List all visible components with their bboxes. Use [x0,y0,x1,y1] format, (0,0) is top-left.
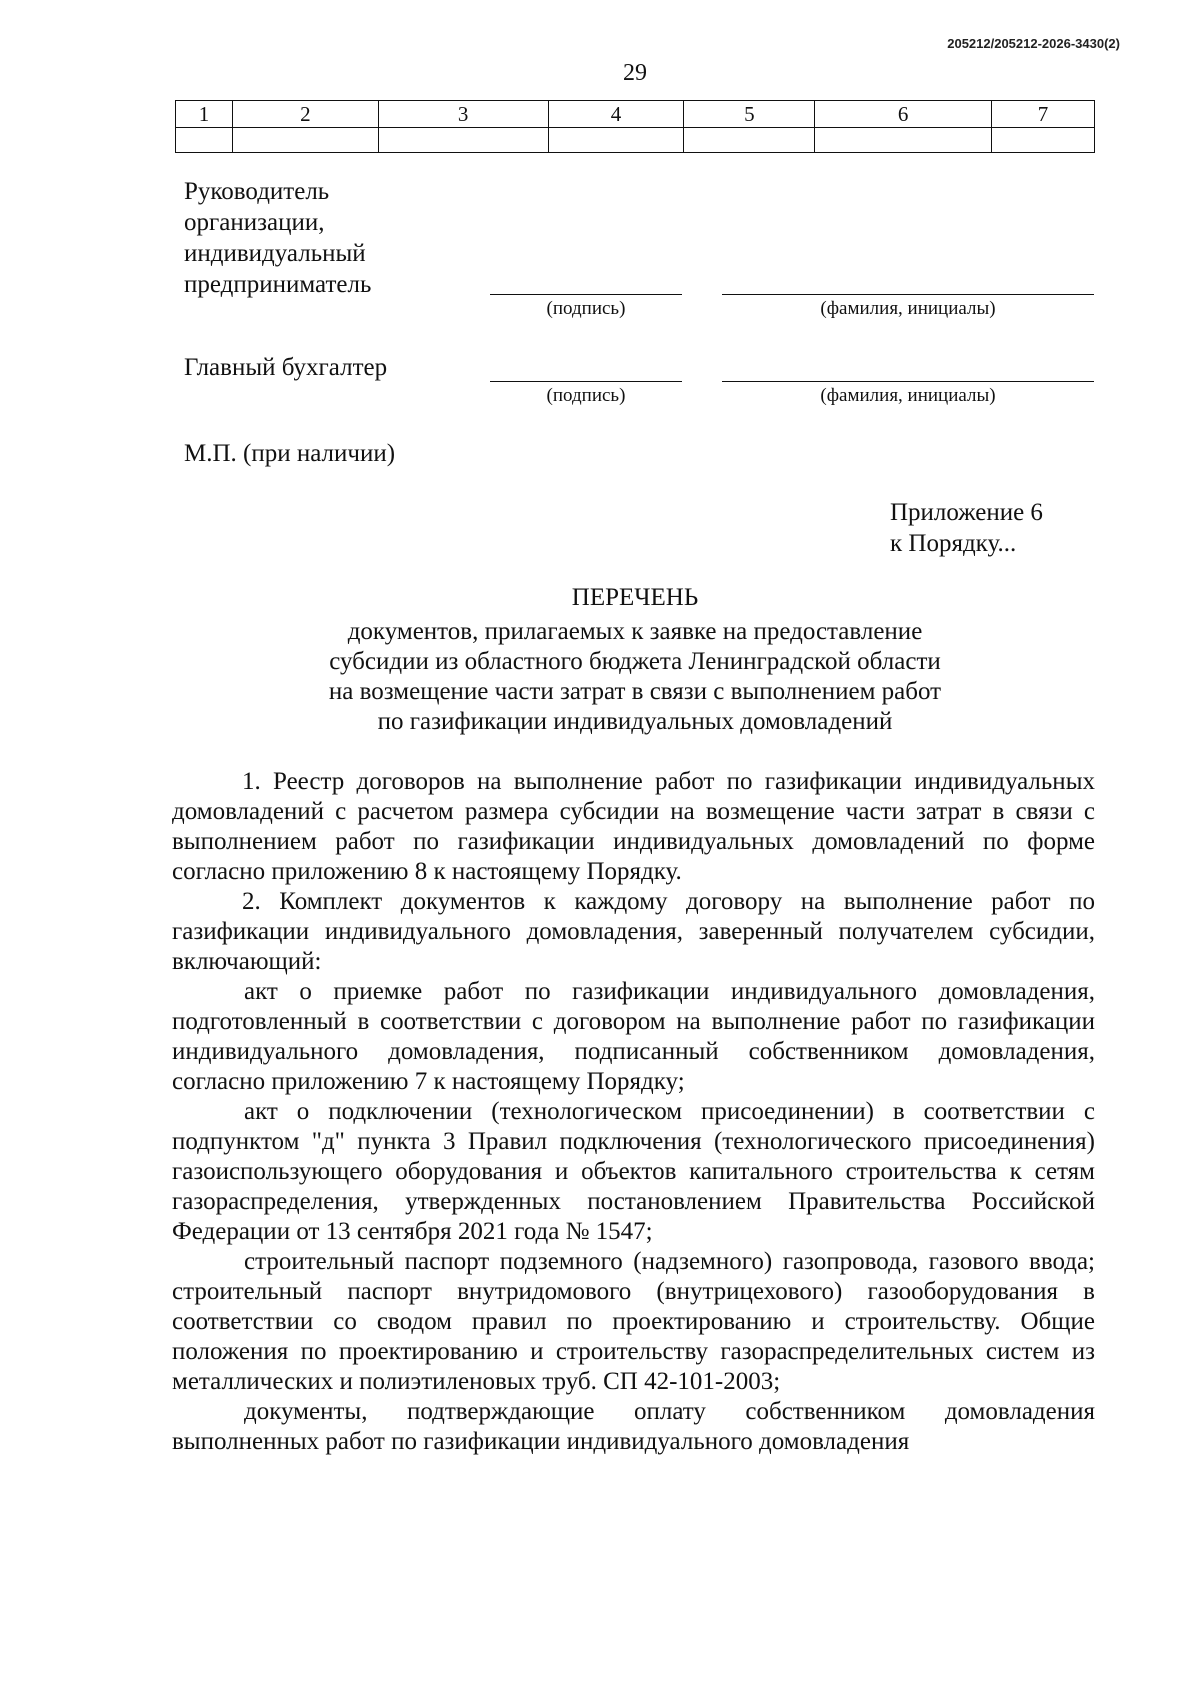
head-name-line [722,294,1094,295]
document-id: 205212/205212-2026-3430(2) [947,36,1120,51]
body-paragraph: 1. Реестр договоров на выполнение работ по газификации индивидуальных домовладений с расчетом размера субсидии на возмещение части затрат в связи с выполнением работ по газификации индивидуальных домовладений по форме согласно приложению 8 к настоящему Порядку. [172,768,1095,885]
subtitle-line: по газификации индивидуальных домовладений [377,708,893,735]
continuation-table [175,100,1095,153]
table-cell [378,128,548,153]
document-body [172,767,1095,1457]
head-name-caption: (фамилия, инициалы) [820,298,996,319]
table-header-cell: 3 [378,101,548,128]
appendix-line: к Порядку... [890,530,1017,557]
head-label-line: Руководитель [184,178,330,205]
table-row [176,128,1095,153]
head-label-line: предприниматель [184,271,372,298]
subtitle-line: на возмещение части затрат в связи с выполнением работ [328,678,942,705]
appendix-reference [890,497,1043,559]
table-cell [176,128,233,153]
accountant-signature-line [490,381,682,382]
document-title: ПЕРЕЧЕНЬ [571,584,699,611]
body-paragraph: 2. Комплект документов к каждому договору на выполнение работ по газификации индивидуального домовладения, заверенный получателем субсидии, включающий: [172,888,1095,975]
body-paragraph: документы, подтверждающие оплату собственником домовладения выполненных работ по газификации индивидуального домовладения [172,1398,1095,1455]
table-header-cell: 4 [548,101,684,128]
subtitle-line: субсидии из областного бюджета Ленинградской области [329,648,941,675]
body-paragraph: строительный паспорт подземного (надземного) газопровода, газового ввода; строительный паспорт внутридомового (внутрицехового) газооборудования в соответствии со сводом правил по проектированию и строительству. Общие положения по проектированию и строительству газораспределительных систем из металлических и полиэтиленовых труб. СП 42-101-2003; [172,1248,1095,1395]
table-cell [992,128,1095,153]
seal-label: М.П. (при наличии) [184,440,396,467]
table-header-cell: 5 [684,101,815,128]
table-header-cell: 2 [232,101,378,128]
head-signature-label [184,176,371,300]
accountant-name-line [722,381,1094,382]
table-header-cell: 1 [176,101,233,128]
body-paragraph: акт о приемке работ по газификации индивидуального домовладения, подготовленный в соответствии с договором на выполнение работ по газификации индивидуального домовладения, подписанный собственником домовладения, согласно приложению 7 к настоящему Порядку; [172,978,1095,1095]
table-header-cell: 7 [992,101,1095,128]
body-paragraph: акт о подключении (технологическом присоединении) в соответствии с подпунктом "д" пункта 3 Правил подключения (технологического присоединения) газоиспользующего оборудования и объектов капитального строительства к сетям газораспределения, утвержденных постановлением Правительства Российской Федерации от 13 сентября 2021 года № 1547; [172,1098,1095,1245]
head-label-line: индивидуальный [184,240,366,267]
table-cell [232,128,378,153]
head-signature-caption: (подпись) [546,298,626,319]
accountant-name-caption: (фамилия, инициалы) [820,385,996,406]
table-header-row [176,101,1095,128]
appendix-line: Приложение 6 [890,499,1043,526]
subtitle-line: документов, прилагаемых к заявке на предоставление [347,618,923,645]
table-cell [684,128,815,153]
head-label-line: организации, [184,209,325,236]
accountant-signature-caption: (подпись) [546,385,626,406]
table-cell [815,128,992,153]
page-number: 29 [623,60,647,86]
document-subtitle [0,617,1200,737]
table-header-cell: 6 [815,101,992,128]
head-signature-line [490,294,682,295]
accountant-signature-label: Главный бухгалтер [184,354,388,381]
table-cell [548,128,684,153]
